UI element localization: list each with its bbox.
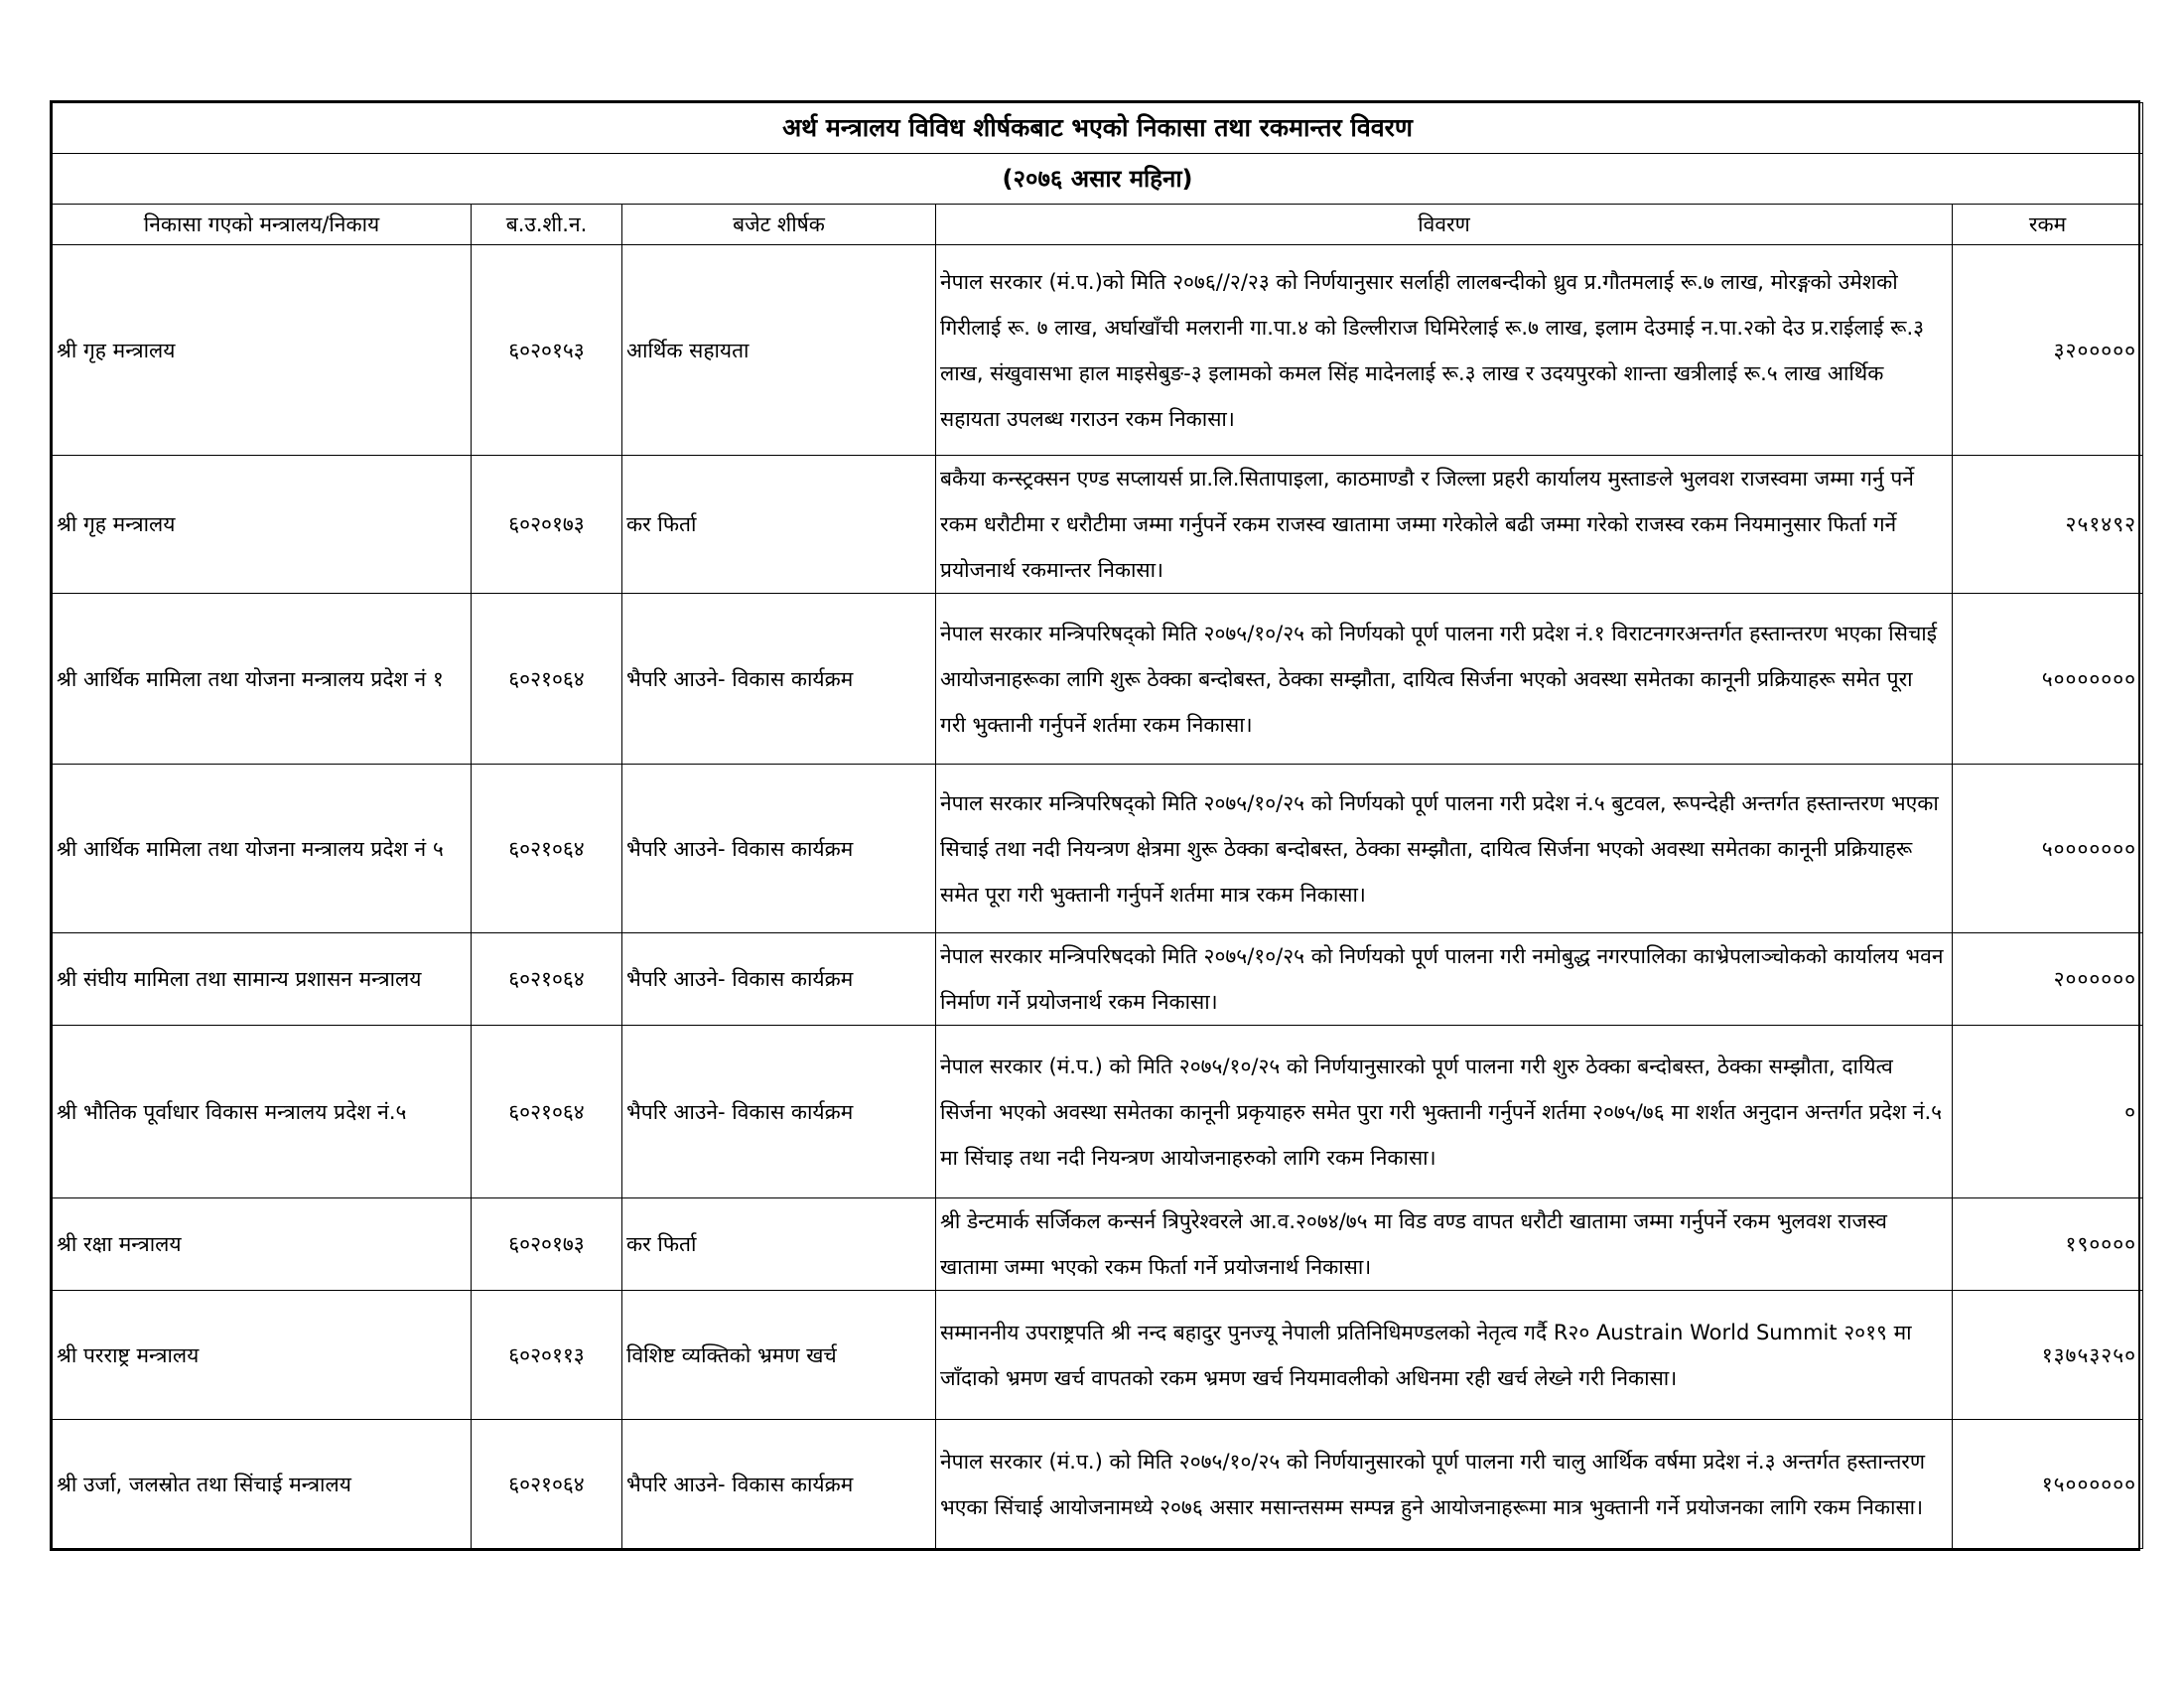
table-row <box>53 1026 2143 1198</box>
ministry-cell: श्री रक्षा मन्त्रालय <box>53 1198 472 1291</box>
budget-cell: विशिष्ट व्यक्तिको भ्रमण खर्च <box>622 1291 936 1420</box>
table-row <box>53 933 2143 1026</box>
amount-cell: ५००००००० <box>1953 765 2143 933</box>
header-amount: रकम <box>1953 205 2143 245</box>
budget-cell: कर फिर्ता <box>622 1198 936 1291</box>
amount-cell: ५००००००० <box>1953 594 2143 765</box>
subtitle-row <box>53 154 2143 205</box>
code-cell: ६०२०१७३ <box>472 1198 622 1291</box>
table-row <box>53 245 2143 456</box>
disbursement-table <box>52 102 2143 1549</box>
disbursement-sheet <box>50 100 2140 1551</box>
table-row <box>53 1291 2143 1420</box>
ministry-cell: श्री परराष्ट्र मन्त्रालय <box>53 1291 472 1420</box>
ministry-cell: श्री संघीय मामिला तथा सामान्य प्रशासन मन्त्रालय <box>53 933 472 1026</box>
table-row <box>53 456 2143 594</box>
header-description: विवरण <box>936 205 1953 245</box>
ministry-cell: श्री उर्जा, जलस्रोत तथा सिंचाई मन्त्रालय <box>53 1420 472 1549</box>
code-cell: ६०२०१७३ <box>472 456 622 594</box>
document-title: अर्थ मन्त्रालय विविध शीर्षकबाट भएको निकासा तथा रकमान्तर विवरण <box>53 103 2143 154</box>
budget-cell: भैपरि आउने- विकास कार्यक्रम <box>622 1420 936 1549</box>
code-cell: ६०२१०६४ <box>472 765 622 933</box>
document-subtitle: (२०७६ असार महिना) <box>53 154 2143 205</box>
ministry-cell: श्री भौतिक पूर्वाधार विकास मन्त्रालय प्रदेश नं.५ <box>53 1026 472 1198</box>
code-cell: ६०२१०६४ <box>472 1420 622 1549</box>
description-cell: नेपाल सरकार मन्त्रिपरिषद्को मिति २०७५/१०/२५ को निर्णयको पूर्ण पालना गरी प्रदेश नं.५ बुटवल, रूपन्देही अन्तर्गत हस्तान्तरण भएका सिचाई तथा नदी नियन्त्रण क्षेत्रमा शुरू ठेक्का बन्दोबस्त, ठेक्का सम्झौता, दायित्व सिर्जना भएको अवस्था समेतका कानूनी प्रक्रियाहरू समेत पूरा गरी भुक्तानी गर्नुपर्ने शर्तमा मात्र रकम निकासा। <box>936 765 1953 933</box>
code-cell: ६०२०११३ <box>472 1291 622 1420</box>
table-row <box>53 594 2143 765</box>
ministry-cell: श्री आर्थिक मामिला तथा योजना मन्त्रालय प्रदेश नं ५ <box>53 765 472 933</box>
description-cell: श्री डेन्टमार्क सर्जिकल कन्सर्न त्रिपुरेश्वरले आ.व.२०७४/७५ मा विड वण्ड वापत धरौटी खातामा जम्मा गर्नुपर्ने रकम भुलवश राजस्व खातामा जम्मा भएको रकम फिर्ता गर्ने प्रयोजनार्थ निकासा। <box>936 1198 1953 1291</box>
amount-cell: १५०००००० <box>1953 1420 2143 1549</box>
ministry-cell: श्री गृह मन्त्रालय <box>53 456 472 594</box>
amount-cell: १३७५३२५० <box>1953 1291 2143 1420</box>
code-cell: ६०२१०६४ <box>472 594 622 765</box>
header-code: ब.उ.शी.न. <box>472 205 622 245</box>
code-cell: ६०२०१५३ <box>472 245 622 456</box>
table-row <box>53 1420 2143 1549</box>
description-cell: नेपाल सरकार (मं.प.) को मिति २०७५/१०/२५ को निर्णयानुसारको पूर्ण पालना गरी शुरु ठेक्का बन्दोबस्त, ठेक्का सम्झौता, दायित्व सिर्जना भएको अवस्था समेतका कानूनी प्रकृयाहरु समेत पुरा गरी भुक्तानी गर्नुपर्ने शर्तमा २०७५/७६ मा शर्शत अनुदान अन्तर्गत प्रदेश नं.५ मा सिंचाइ तथा नदी नियन्त्रण आयोजनाहरुको लागि रकम निकासा। <box>936 1026 1953 1198</box>
amount-cell: २०००००० <box>1953 933 2143 1026</box>
ministry-cell: श्री गृह मन्त्रालय <box>53 245 472 456</box>
description-cell: नेपाल सरकार मन्त्रिपरिषद्को मिति २०७५/१०/२५ को निर्णयको पूर्ण पालना गरी प्रदेश नं.१ विराटनगरअन्तर्गत हस्तान्तरण भएका सिचाई आयोजनाहरूका लागि शुरू ठेक्का बन्दोबस्त, ठेक्का सम्झौता, दायित्व सिर्जना भएको अवस्था समेतका कानूनी प्रक्रियाहरू समेत पूरा गरी भुक्तानी गर्नुपर्ने शर्तमा रकम निकासा। <box>936 594 1953 765</box>
amount-cell: ० <box>1953 1026 2143 1198</box>
budget-cell: कर फिर्ता <box>622 456 936 594</box>
table-row <box>53 1198 2143 1291</box>
description-cell: नेपाल सरकार (मं.प.) को मिति २०७५/१०/२५ को निर्णयानुसारको पूर्ण पालना गरी चालु आर्थिक वर्षमा प्रदेश नं.३ अन्तर्गत हस्तान्तरण भएका सिंचाई आयोजनामध्ये २०७६ असार मसान्तसम्म सम्पन्न हुने आयोजनाहरूमा मात्र भुक्तानी गर्ने प्रयोजनका लागि रकम निकासा। <box>936 1420 1953 1549</box>
table-row <box>53 765 2143 933</box>
amount-cell: ३२००००० <box>1953 245 2143 456</box>
header-row <box>53 205 2143 245</box>
budget-cell: भैपरि आउने- विकास कार्यक्रम <box>622 1026 936 1198</box>
description-cell: बकैया कन्स्ट्रक्सन एण्ड सप्लायर्स प्रा.लि.सितापाइला, काठमाण्डौ र जिल्ला प्रहरी कार्यालय मुस्ताङले भुलवश राजस्वमा जम्मा गर्नु पर्ने रकम धरौटीमा र धरौटीमा जम्मा गर्नुपर्ने रकम राजस्व खातामा जम्मा गरेकोले बढी जम्मा गरेको राजस्व रकम नियमानुसार फिर्ता गर्ने प्रयोजनार्थ रकमान्तर निकासा। <box>936 456 1953 594</box>
budget-cell: भैपरि आउने- विकास कार्यक्रम <box>622 594 936 765</box>
ministry-cell: श्री आर्थिक मामिला तथा योजना मन्त्रालय प्रदेश नं १ <box>53 594 472 765</box>
header-budget: बजेट शीर्षक <box>622 205 936 245</box>
amount-cell: २५१४९२ <box>1953 456 2143 594</box>
description-cell: नेपाल सरकार (मं.प.)को मिति २०७६//२/२३ को निर्णयानुसार सर्लाही लालबन्दीको ध्रुव प्र.गौतमलाई रू.७ लाख, मोरङ्गको उमेशको गिरीलाई रू. ७ लाख, अर्घाखाँची मलरानी गा.पा.४ को डिल्लीराज घिमिरेलाई रू.७ लाख, इलाम देउमाई न.पा.२को देउ प्र.राईलाई रू.३ लाख, संखुवासभा हाल माइसेबुङ-३ इलामको कमल सिंह मादेनलाई रू.३ लाख र उदयपुरको शान्ता खत्रीलाई रू.५ लाख आर्थिक सहायता उपलब्ध गराउन रकम निकासा। <box>936 245 1953 456</box>
amount-cell: १९०००० <box>1953 1198 2143 1291</box>
header-ministry: निकासा गएको मन्त्रालय/निकाय <box>53 205 472 245</box>
code-cell: ६०२१०६४ <box>472 933 622 1026</box>
title-row <box>53 103 2143 154</box>
budget-cell: भैपरि आउने- विकास कार्यक्रम <box>622 765 936 933</box>
budget-cell: आर्थिक सहायता <box>622 245 936 456</box>
code-cell: ६०२१०६४ <box>472 1026 622 1198</box>
description-cell: नेपाल सरकार मन्त्रिपरिषदको मिति २०७५/१०/२५ को निर्णयको पूर्ण पालना गरी नमोबुद्ध नगरपालिका काभ्रेपलाञ्चोकको कार्यालय भवन निर्माण गर्ने प्रयोजनार्थ रकम निकासा। <box>936 933 1953 1026</box>
description-cell: सम्माननीय उपराष्ट्रपति श्री नन्द बहादुर पुनज्यू नेपाली प्रतिनिधिमण्डलको नेतृत्व गर्दै R२० Austrain World Summit २०१९ मा जाँदाको भ्रमण खर्च वापतको रकम भ्रमण खर्च नियमावलीको अधिनमा रही खर्च लेख्ने गरी निकासा। <box>936 1291 1953 1420</box>
budget-cell: भैपरि आउने- विकास कार्यक्रम <box>622 933 936 1026</box>
